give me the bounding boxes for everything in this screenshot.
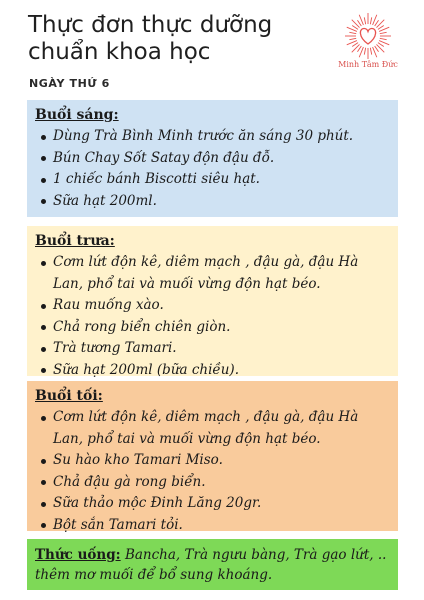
list-item: Sữa thảo mộc Đinh Lăng 20gr. bbox=[35, 493, 390, 515]
sunburst-heart-icon bbox=[344, 12, 392, 60]
list-item: 1 chiếc bánh Biscotti siêu hạt. bbox=[35, 169, 390, 191]
drink-body: Bancha, Trà ngưu bàng, Trà gạo lứt, .. thêm mơ muối để bổ sung khoáng. bbox=[35, 547, 387, 583]
list-item: Chả rong biển chiên giòn. bbox=[35, 317, 390, 339]
list-item: Rau muống xào. bbox=[35, 295, 390, 317]
list-item: Cơm lứt độn kê, diêm mạch , đậu gà, đậu Hà Lan, phổ tai và muối vừng độn hạt béo. bbox=[35, 407, 390, 450]
brand-logo bbox=[338, 12, 398, 84]
dinner-list bbox=[35, 407, 390, 536]
list-item: Trà tương Tamari. bbox=[35, 338, 390, 360]
list-item: Bột sắn Tamari tỏi. bbox=[35, 515, 390, 537]
list-item: Dùng Trà Bình Minh trước ăn sáng 30 phút. bbox=[35, 126, 390, 148]
brand-name: Minh Tâm Đức bbox=[338, 60, 398, 69]
drink-heading: Thức uống: bbox=[35, 547, 121, 563]
drink-section bbox=[27, 539, 398, 590]
drink-text bbox=[35, 545, 390, 585]
list-item: Cơm lứt độn kê, diêm mạch , đậu gà, đậu Hà Lan, phổ tai và muối vừng độn hạt béo. bbox=[35, 252, 390, 295]
list-item: Sữa hạt 200ml. bbox=[35, 191, 390, 213]
list-item: Chả đậu gà rong biển. bbox=[35, 472, 390, 494]
day-label: NGÀY THỨ 6 bbox=[29, 77, 110, 90]
lunch-heading: Buổi trưa: bbox=[35, 233, 115, 249]
morning-list bbox=[35, 126, 390, 212]
dinner-section bbox=[27, 381, 398, 531]
list-item: Bún Chay Sốt Satay độn đậu đỗ. bbox=[35, 148, 390, 170]
page-title: Thực đơn thực dưỡng chuẩn khoa học bbox=[28, 12, 273, 65]
morning-heading: Buổi sáng: bbox=[35, 107, 119, 123]
list-item: Su hào kho Tamari Miso. bbox=[35, 450, 390, 472]
list-item: Sữa hạt 200ml (bữa chiều). bbox=[35, 360, 390, 382]
lunch-list bbox=[35, 252, 390, 381]
lunch-section bbox=[27, 226, 398, 376]
morning-section bbox=[27, 100, 398, 217]
dinner-heading: Buổi tối: bbox=[35, 388, 103, 404]
